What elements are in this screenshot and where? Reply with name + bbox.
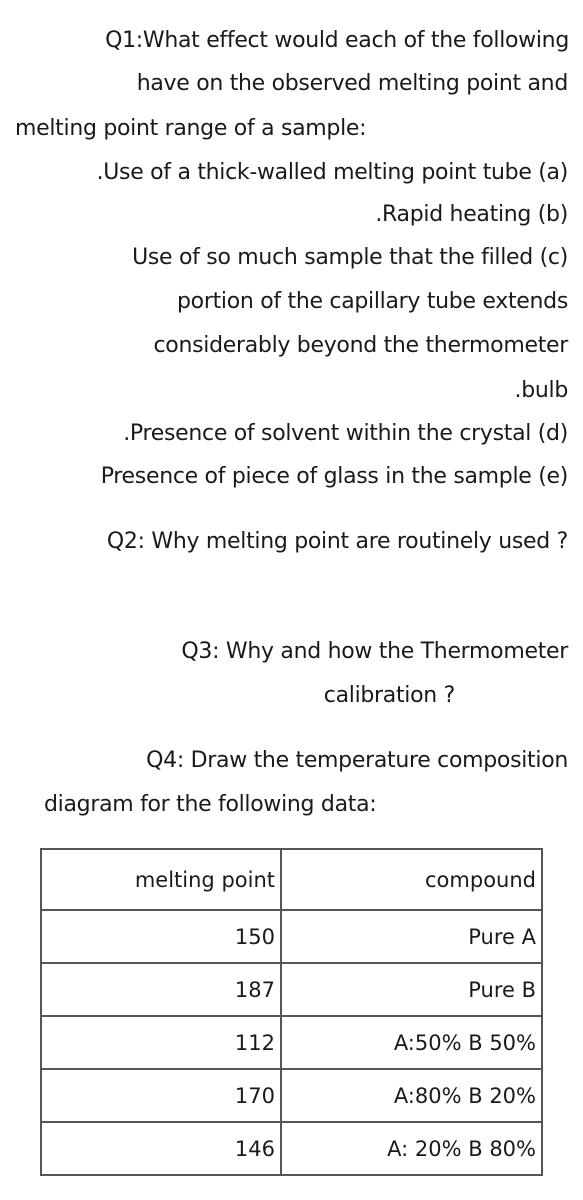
q1-item-e: Presence of piece of glass in the sample (e) xyxy=(100,464,568,489)
cell-melting-point: 187 xyxy=(41,963,281,1016)
table-header-row xyxy=(41,849,542,910)
cell-compound: A: 20% B 80% xyxy=(281,1122,542,1175)
cell-melting-point: 170 xyxy=(41,1069,281,1122)
q1-item-b: .Rapid heating (b) xyxy=(375,202,568,227)
cell-melting-point: 146 xyxy=(41,1122,281,1175)
cell-compound: Pure B xyxy=(281,963,542,1016)
cell-compound: A:50% B 50% xyxy=(281,1016,542,1069)
table-row xyxy=(41,910,542,963)
q3-line-2: calibration ? xyxy=(323,683,455,708)
table-row xyxy=(41,1122,542,1175)
q2-question: Q2: Why melting point are routinely used ? xyxy=(106,529,568,554)
q1-item-c-line-2: portion of the capillary tube extends xyxy=(177,289,568,314)
q1-title-line-3: melting point range of a sample: xyxy=(15,116,367,141)
q4-line-1: Q4: Draw the temperature composition xyxy=(146,748,568,773)
q1-item-c-line-1: Use of so much sample that the filled (c) xyxy=(132,245,568,270)
cell-melting-point: 150 xyxy=(41,910,281,963)
melting-point-table xyxy=(40,848,543,1176)
table-row xyxy=(41,1016,542,1069)
q1-item-c-line-4: .bulb xyxy=(514,378,568,403)
q4-line-2: diagram for the following data: xyxy=(44,792,377,817)
cell-compound: A:80% B 20% xyxy=(281,1069,542,1122)
q1-item-d: .Presence of solvent within the crystal (d) xyxy=(123,421,568,446)
header-compound: compound xyxy=(281,849,542,910)
table-row xyxy=(41,1069,542,1122)
header-melting-point: melting point xyxy=(41,849,281,910)
table-row xyxy=(41,963,542,1016)
q1-item-c-line-3: considerably beyond the thermometer xyxy=(153,333,568,358)
q1-title-line-1: Q1:What effect would each of the following xyxy=(105,28,569,53)
cell-compound: Pure A xyxy=(281,910,542,963)
q1-item-a: .Use of a thick-walled melting point tube (a) xyxy=(96,160,568,185)
q1-title-line-2: have on the observed melting point and xyxy=(136,71,568,96)
cell-melting-point: 112 xyxy=(41,1016,281,1069)
q3-line-1: Q3: Why and how the Thermometer xyxy=(181,639,568,664)
